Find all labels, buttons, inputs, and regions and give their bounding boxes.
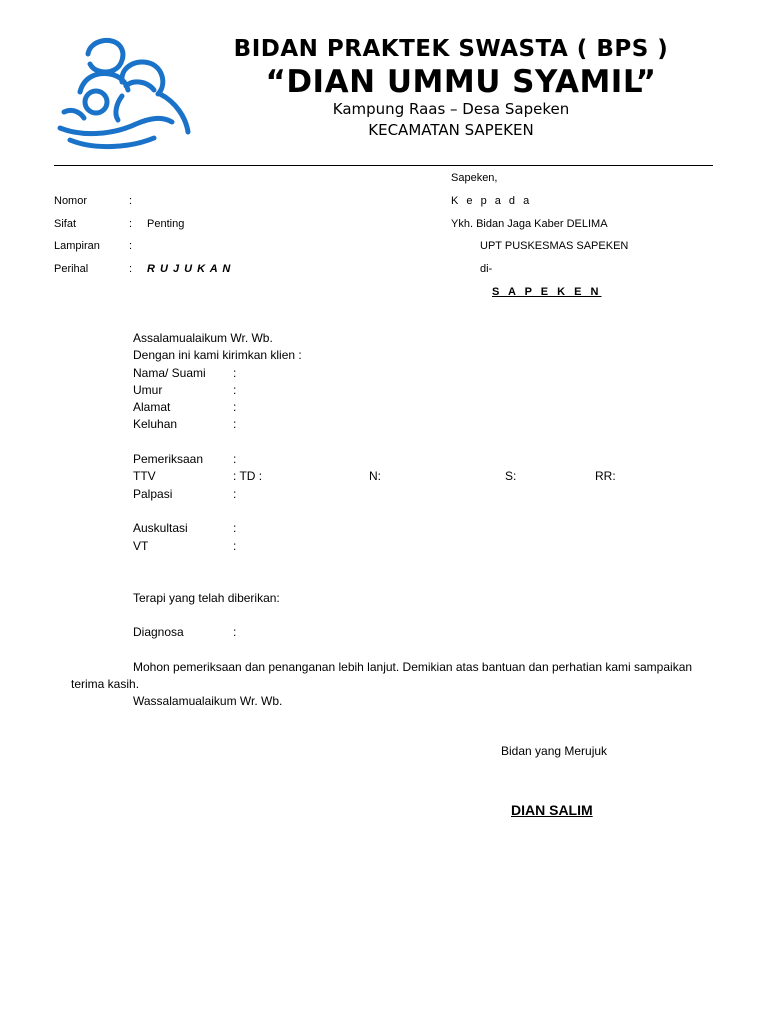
alamat-label: Alamat [133, 400, 171, 414]
sifat-value: Penting [147, 218, 185, 230]
keluhan-label: Keluhan [133, 417, 178, 431]
signature-role: Bidan yang Merujuk [501, 744, 608, 758]
clinic-name-heading: “DIAN UMMU SYAMIL” [265, 64, 657, 100]
signature-name: DIAN SALIM [511, 802, 593, 818]
pemeriksaan-colon: : [233, 452, 237, 466]
ttv-td: : TD : [233, 469, 263, 483]
letter-place: Sapeken, [451, 172, 498, 184]
greeting: Assalamualaikum Wr. Wb. [133, 331, 273, 345]
ttv-rr: RR: [595, 469, 616, 483]
clinic-type-heading: BIDAN PRAKTEK SWASTA ( BPS ) [233, 36, 669, 62]
ttv-suhu: S: [505, 469, 517, 483]
intro-line: Dengan ini kami kirimkan klien : [133, 348, 302, 362]
vt-colon: : [233, 539, 237, 553]
mother-child-logo [50, 32, 195, 162]
header-divider [54, 165, 713, 166]
pemeriksaan-label: Pemeriksaan [133, 452, 204, 466]
palpasi-label: Palpasi [133, 487, 173, 501]
nomor-label: Nomor [54, 195, 88, 207]
nama-label: Nama/ Suami [133, 366, 206, 380]
palpasi-colon: : [233, 487, 237, 501]
clinic-district: KECAMATAN SAPEKEN [368, 121, 534, 139]
perihal-label: Perihal [54, 263, 89, 275]
umur-label: Umur [133, 383, 163, 397]
keluhan-colon: : [233, 417, 237, 431]
sifat-label: Sifat [54, 218, 77, 230]
diagnosa-colon: : [233, 625, 237, 639]
vt-label: VT [133, 539, 149, 553]
umur-colon: : [233, 383, 237, 397]
recipient-city: S A P E K E N [492, 286, 602, 298]
recipient-name: Ykh. Bidan Jaga Kaber DELIMA [451, 218, 608, 230]
diagnosa-label: Diagnosa [133, 625, 184, 639]
ttv-label: TTV [133, 469, 156, 483]
lampiran-colon: : [129, 240, 133, 252]
closing-line-1: Mohon pemeriksaan dan penanganan lebih lanjut. Demikian atas bantuan dan perhatian kami sampaikan [133, 660, 693, 674]
closing-line-2: terima kasih. [71, 677, 140, 691]
perihal-colon: : [129, 263, 133, 275]
auskultasi-label: Auskultasi [133, 521, 188, 535]
auskultasi-colon: : [233, 521, 237, 535]
sifat-colon: : [129, 218, 133, 230]
nomor-colon: : [129, 195, 133, 207]
recipient-di: di- [480, 263, 493, 275]
recipient-institution: UPT PUSKESMAS SAPEKEN [480, 240, 629, 252]
lampiran-label: Lampiran [54, 240, 100, 252]
nama-colon: : [233, 366, 237, 380]
kepada-label: K e p a d a [451, 195, 532, 207]
alamat-colon: : [233, 400, 237, 414]
farewell: Wassalamualaikum Wr. Wb. [133, 694, 283, 708]
ttv-nadi: N: [369, 469, 381, 483]
terapi-line: Terapi yang telah diberikan: [133, 591, 280, 605]
clinic-address: Kampung Raas – Desa Sapeken [332, 100, 570, 118]
perihal-value: R U J U K A N [147, 263, 232, 275]
